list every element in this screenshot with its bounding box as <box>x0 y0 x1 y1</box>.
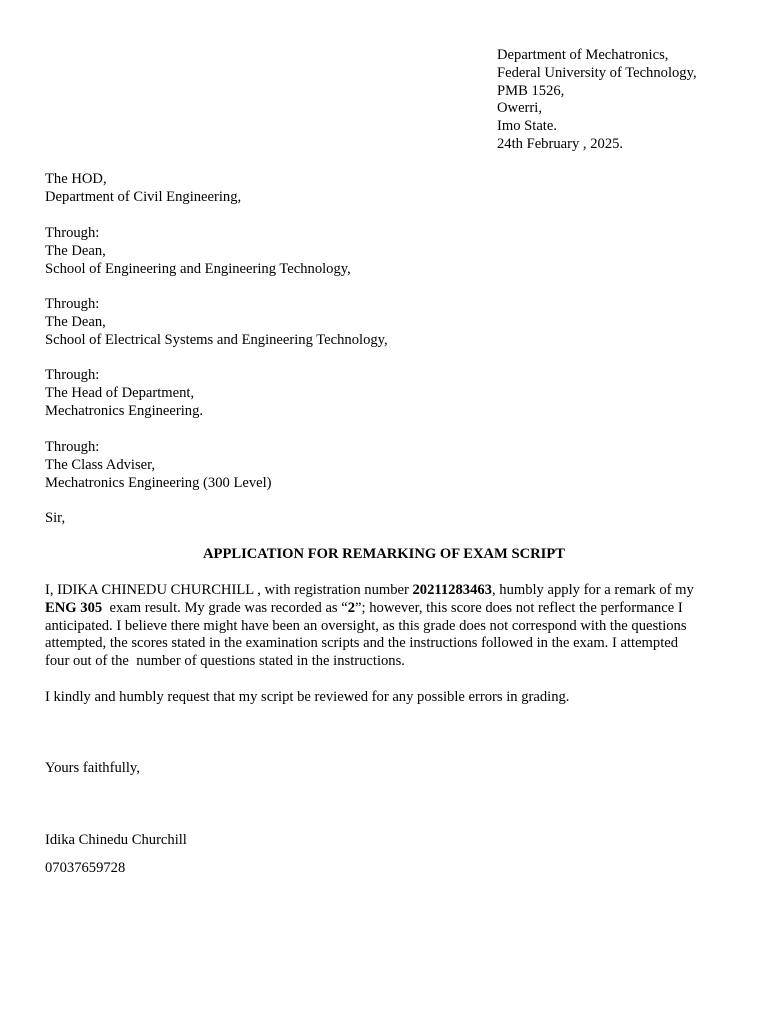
signature-name: Idika Chinedu Churchill <box>45 832 187 848</box>
letter-subject: APPLICATION FOR REMARKING OF EXAM SCRIPT <box>202 546 565 562</box>
body-line: four out of the number of questions stated in the instructions. <box>45 653 405 670</box>
sender-address-line: PMB 1526, <box>497 82 565 99</box>
through-line: The Dean, <box>45 313 106 330</box>
body-line <box>45 582 725 600</box>
body-text: ”; however, this score does not reflect the performance I <box>355 599 683 616</box>
registration-number: 20211283463 <box>412 582 492 598</box>
body-line: anticipated. I believe there might have been an oversight, as this grade does not correspond with the questions <box>45 617 687 634</box>
recorded-grade: 2 <box>347 599 356 616</box>
phone-number: 07037659728 <box>45 860 126 876</box>
through-block <box>45 367 725 420</box>
body-text: I, IDIKA CHINEDU CHURCHILL , with registration number <box>45 582 413 598</box>
salutation: Sir, <box>45 510 66 526</box>
body-text: exam result. My grade was recorded as “ <box>102 599 348 616</box>
through-block <box>45 439 725 492</box>
through-line: The Head of Department, <box>45 384 195 401</box>
body-line <box>45 600 725 618</box>
recipient-line: The HOD, <box>45 171 107 187</box>
through-block <box>45 296 725 349</box>
through-block <box>45 225 725 278</box>
through-label: Through: <box>45 296 100 312</box>
through-line: The Class Adviser, <box>45 456 156 473</box>
through-line: School of Engineering and Engineering Technology, <box>45 260 351 277</box>
recipient-address <box>45 171 725 207</box>
sender-address-line: Federal University of Technology, <box>497 64 697 81</box>
through-line: The Dean, <box>45 242 106 259</box>
through-line: Mechatronics Engineering. <box>45 402 204 419</box>
body-text: , humbly apply for a remark of my <box>491 582 694 598</box>
body-line: attempted, the scores stated in the examination scripts and the instructions followed in the exam. I attempted <box>45 635 679 652</box>
sender-address-line: Department of Mechatronics, <box>497 47 669 63</box>
closing: Yours faithfully, <box>45 760 140 776</box>
through-label: Through: <box>45 439 100 455</box>
body-paragraph <box>45 582 725 671</box>
sender-address-line: Imo State. <box>497 118 557 135</box>
course-code: ENG 305 <box>45 599 103 616</box>
through-line: Mechatronics Engineering (300 Level) <box>45 474 272 491</box>
sender-address-line: Owerri, <box>497 100 542 117</box>
request-paragraph: I kindly and humbly request that my script be reviewed for any possible errors in grading. <box>45 689 570 705</box>
through-label: Through: <box>45 225 100 241</box>
sender-address <box>497 47 757 154</box>
through-label: Through: <box>45 367 100 383</box>
through-line: School of Electrical Systems and Engineering Technology, <box>45 331 388 348</box>
letter-date: 24th February , 2025. <box>497 135 624 152</box>
recipient-line: Department of Civil Engineering, <box>45 188 242 205</box>
